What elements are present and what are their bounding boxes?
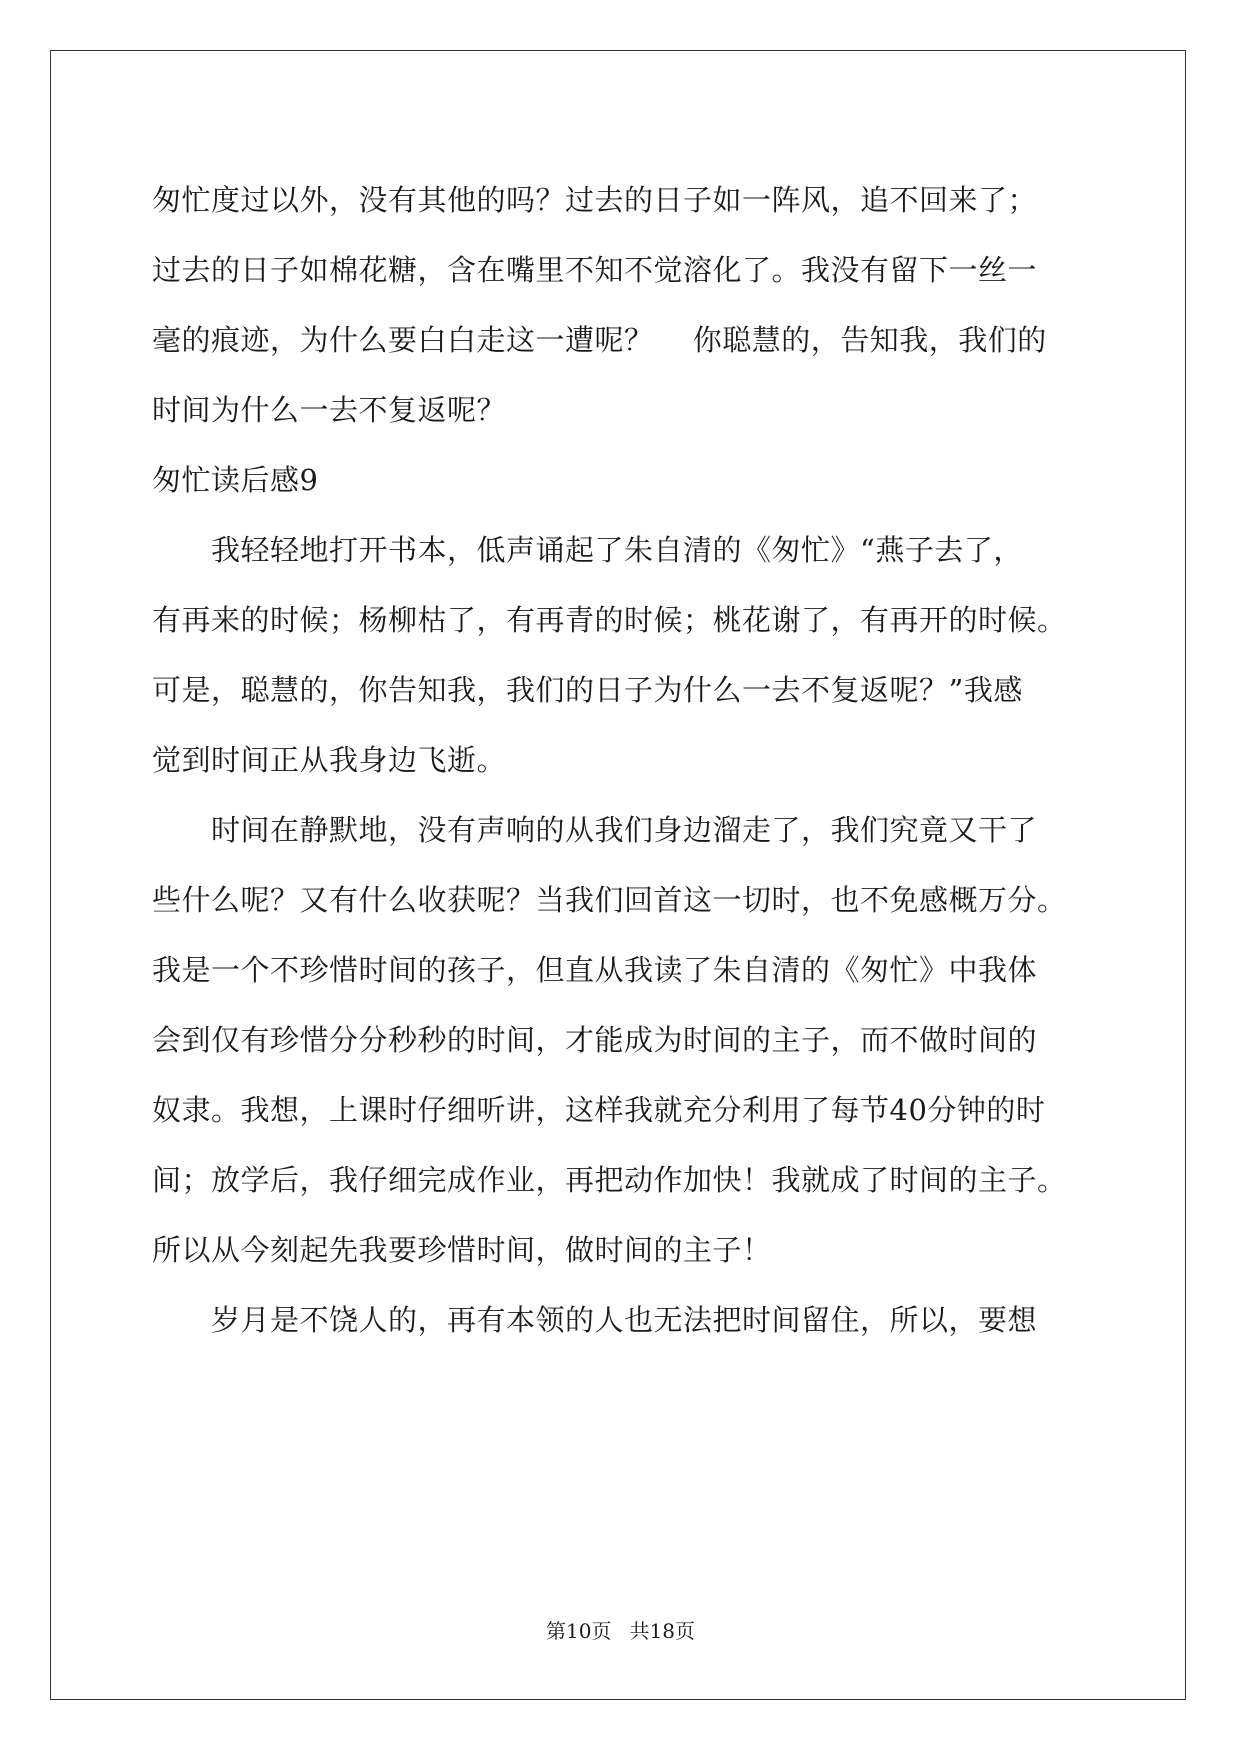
- text-line: 我轻轻地打开书本，低声诵起了朱自清的《匆忙》“燕子去了，: [152, 533, 1023, 567]
- text-line: 间；放学后，我仔细完成作业，再把动作加快！我就成了时间的主子。: [152, 1163, 1067, 1197]
- text-line: 奴隶。我想，上课时仔细听讲，这样我就充分利用了每节40分钟的时: [152, 1093, 1046, 1127]
- text-line: 会到仅有珍惜分分秒秒的时间，才能成为时间的主子，而不做时间的: [152, 1023, 1038, 1057]
- page-footer: [0, 1615, 1241, 1644]
- text-line: 岁月是不饶人的，再有本领的人也无法把时间留住，所以，要想: [152, 1303, 1038, 1337]
- text-line: 毫的痕迹，为什么要白白走这一遭呢？ 你聪慧的，告知我，我们的: [152, 323, 1047, 357]
- text-line: 时间为什么一去不复返呢？: [152, 393, 507, 427]
- section-heading: 匆忙读后感9: [152, 463, 319, 497]
- document-body: [152, 165, 1087, 1355]
- text-line: 有再来的时候；杨柳枯了，有再青的时候；桃花谢了，有再开的时候。: [152, 603, 1067, 637]
- text-line: 觉到时间正从我身边飞逝。: [152, 743, 507, 777]
- text-line: 匆忙度过以外，没有其他的吗？过去的日子如一阵风，追不回来了；: [152, 183, 1038, 217]
- text-line: 时间在静默地，没有声响的从我们身边溜走了，我们究竟又干了: [152, 813, 1038, 847]
- page-number: 第10页: [546, 1619, 612, 1643]
- page-total: 共18页: [629, 1619, 695, 1643]
- text-line: 所以从今刻起先我要珍惜时间，做时间的主子！: [152, 1233, 772, 1267]
- text-line: 可是，聪慧的，你告知我，我们的日子为什么一去不复返呢？”我感: [152, 673, 1023, 707]
- text-line: 些什么呢？又有什么收获呢？当我们回首这一切时，也不免感概万分。: [152, 883, 1067, 917]
- text-line: 过去的日子如棉花糖，含在嘴里不知不觉溶化了。我没有留下一丝一: [152, 253, 1038, 287]
- text-line: 我是一个不珍惜时间的孩子，但直从我读了朱自清的《匆忙》中我体: [152, 953, 1038, 987]
